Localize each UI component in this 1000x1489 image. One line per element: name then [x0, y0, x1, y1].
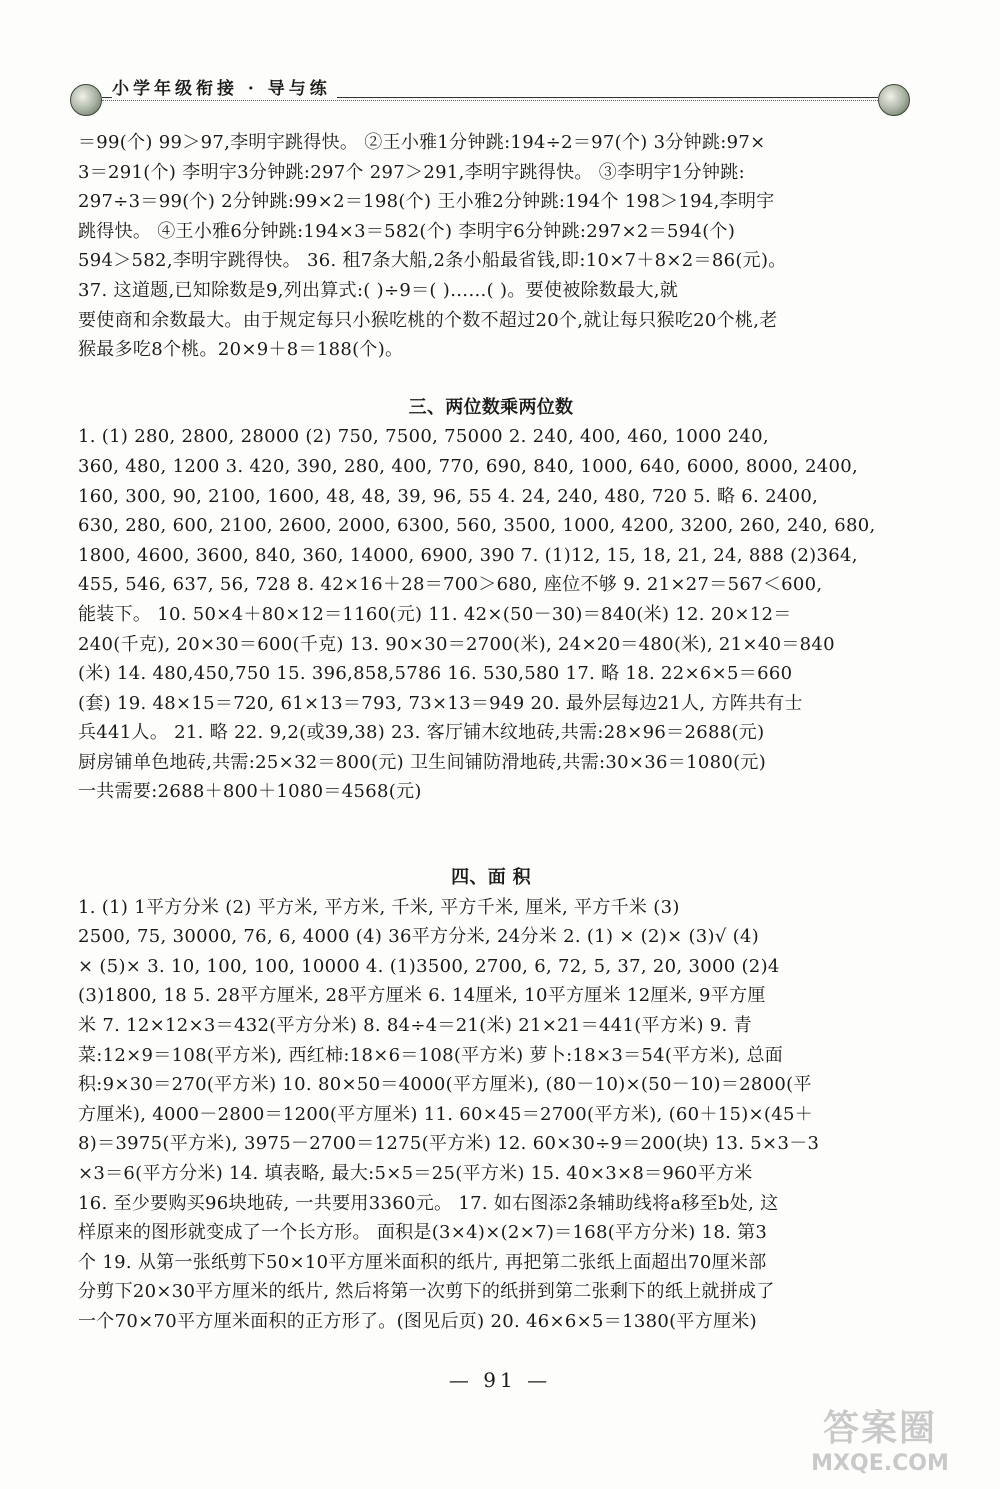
- text-line: (套) 19. 48×15＝720, 61×13＝793, 73×13＝949 20. 最外层每边21人, 方阵共有士: [78, 692, 803, 714]
- text-line: 16. 至少要购买96块地砖, 一共要用3360元。 17. 如右图添2条辅助线将a移至b处, 这: [78, 1192, 779, 1214]
- text-line: 能装下。 10. 50×4＋80×12＝1160(元) 11. 42×(50－30)＝840(米) 12. 20×12＝: [78, 603, 792, 625]
- text-line: 1. (1) 280, 2800, 28000 (2) 750, 7500, 75000 2. 240, 400, 460, 1000 240,: [78, 426, 769, 448]
- text-line: 360, 480, 1200 3. 420, 390, 280, 400, 770, 690, 840, 1000, 640, 6000, 8000, 2400,: [78, 455, 859, 477]
- text-line: 米 7. 12×12×3＝432(平方分米) 8. 84÷4＝21(米) 21×21＝441(平方米) 9. 青: [78, 1015, 752, 1037]
- text-line: 一共需要:2688＋800＋1080＝4568(元): [78, 781, 422, 803]
- watermark-logo: [790, 1400, 970, 1480]
- section-three: [78, 393, 904, 807]
- text-line: 455, 546, 637, 56, 728 8. 42×16＋28＝700＞680, 座位不够 9. 21×27＝567＜600,: [78, 574, 823, 596]
- text-line: 个 19. 从第一张纸剪下50×10平方厘米面积的纸片, 再把第二张纸上面超出70厘米部: [78, 1251, 767, 1273]
- text-line: 594＞582,李明宇跳得快。 36. 租7条大船,2条小船最省钱,即:10×7＋8×2＝86(元)。: [78, 250, 787, 272]
- section-title: 四、面 积: [451, 867, 531, 889]
- watermark-sub-text: MXQE.COM: [811, 1451, 949, 1476]
- text-line: 240(千克), 20×30＝600(千克) 13. 90×30＝2700(米), 24×20＝480(米), 21×40＝840: [78, 633, 835, 655]
- text-line: 跳得快。 ④王小雅6分钟跳:194×3＝582(个) 李明宇6分钟跳:297×2＝594(个): [78, 220, 736, 242]
- text-line: 1. (1) 1平方分米 (2) 平方米, 平方米, 千米, 平方千米, 厘米, 平方千米 (3): [78, 896, 680, 918]
- page-header: [70, 70, 910, 120]
- text-line: ＝99(个) 99＞97,李明宇跳得快。 ②王小雅1分钟跳:194÷2＝97(个) 3分钟跳:97×: [78, 132, 766, 153]
- text-line: 厨房铺单色地砖,共需:25×32＝800(元) 卫生间铺防滑地砖,共需:30×36＝1080(元): [78, 751, 767, 773]
- header-ornament-right: [878, 84, 910, 116]
- text-line: 2500, 75, 30000, 76, 6, 4000 (4) 36平方分米, 24分米 2. (1) × (2)× (3)√ (4): [78, 926, 760, 948]
- text-line: 积:9×30＝270(平方米) 10. 80×50＝4000(平方厘米), (80－10)×(50－10)＝2800(平: [78, 1074, 812, 1096]
- section-four: [78, 863, 904, 1337]
- text-line: 630, 280, 600, 2100, 2600, 2000, 6300, 560, 3500, 1000, 4200, 3200, 260, 240, 680,: [78, 515, 876, 537]
- page-content: [78, 128, 904, 1337]
- text-line: 要使商和余数最大。由于规定每只小猴吃桃的个数不超过20个,就让每只猴吃20个桃,老: [78, 309, 778, 331]
- text-line: 兵441人。 21. 略 22. 9,2(或39,38) 23. 客厅铺木纹地砖,共需:28×96＝2688(元): [78, 722, 765, 744]
- page-number: — 91 —: [448, 1368, 552, 1392]
- header-title: 小学年级衔接 · 导与练: [112, 74, 337, 99]
- text-line: 样原来的图形就变成了一个长方形。 面积是(3×4)×(2×7)＝168(平方分米) 18. 第3: [78, 1222, 768, 1244]
- watermark-main-text: 答案圈: [822, 1408, 937, 1449]
- text-line: (米) 14. 480,450,750 15. 396,858,5786 16. 530,580 17. 略 18. 22×6×5＝660: [78, 663, 793, 685]
- text-line: 分剪下20×30平方厘米的纸片, 然后将第一次剪下的纸拼到第二张剩下的纸上就拼成了: [78, 1281, 775, 1303]
- text-line: ×3＝6(平方分米) 14. 填表略, 最大:5×5＝25(平方米) 15. 40×3×8＝960平方米: [78, 1163, 753, 1184]
- answer-block-continued: [78, 128, 904, 365]
- text-line: (3)1800, 18 5. 28平方厘米, 28平方厘米 6. 14厘米, 10平方厘米 12厘米, 9平方厘: [78, 985, 766, 1007]
- text-line: 菜:12×9＝108(平方米), 西红柿:18×6＝108(平方米) 萝卜:18×3＝54(平方米), 总面: [78, 1044, 784, 1066]
- text-line: 297÷3＝99(个) 2分钟跳:99×2＝198(个) 王小雅2分钟跳:194个 198＞194,李明宇: [78, 191, 775, 213]
- text-line: 160, 300, 90, 2100, 1600, 48, 48, 39, 96, 55 4. 24, 240, 480, 720 5. 略 6. 2400,: [78, 485, 819, 507]
- text-line: 猴最多吃8个桃。20×9＋8＝188(个)。: [78, 339, 404, 361]
- text-line: × (5)× 3. 10, 100, 100, 10000 4. (1)3500, 2700, 6, 72, 5, 37, 20, 3000 (2)4: [78, 955, 780, 977]
- section-title: 三、两位数乘两位数: [408, 396, 574, 418]
- text-line: 1800, 4600, 3600, 840, 360, 14000, 6900, 390 7. (1)12, 15, 18, 21, 24, 888 (2)364,: [78, 544, 858, 566]
- text-line: 37. 这道题,已知除数是9,列出算式:( )÷9＝( )……( )。要使被除数最大,就: [78, 279, 679, 301]
- text-line: 8)＝3975(平方米), 3975－2700＝1275(平方米) 12. 60×30÷9＝200(块) 13. 5×3－3: [78, 1133, 820, 1155]
- text-line: 一个70×70平方厘米面积的正方形了。(图见后页) 20. 46×6×5＝1380(平方厘米): [78, 1310, 757, 1332]
- text-line: 3＝291(个) 李明宇3分钟跳:297个 297＞291,李明宇跳得快。 ③李明宇1分钟跳:: [78, 161, 745, 183]
- header-ornament-left: [70, 84, 102, 116]
- text-line: 方厘米), 4000－2800＝1200(平方厘米) 11. 60×45＝2700(平方米), (60＋15)×(45＋: [78, 1103, 814, 1125]
